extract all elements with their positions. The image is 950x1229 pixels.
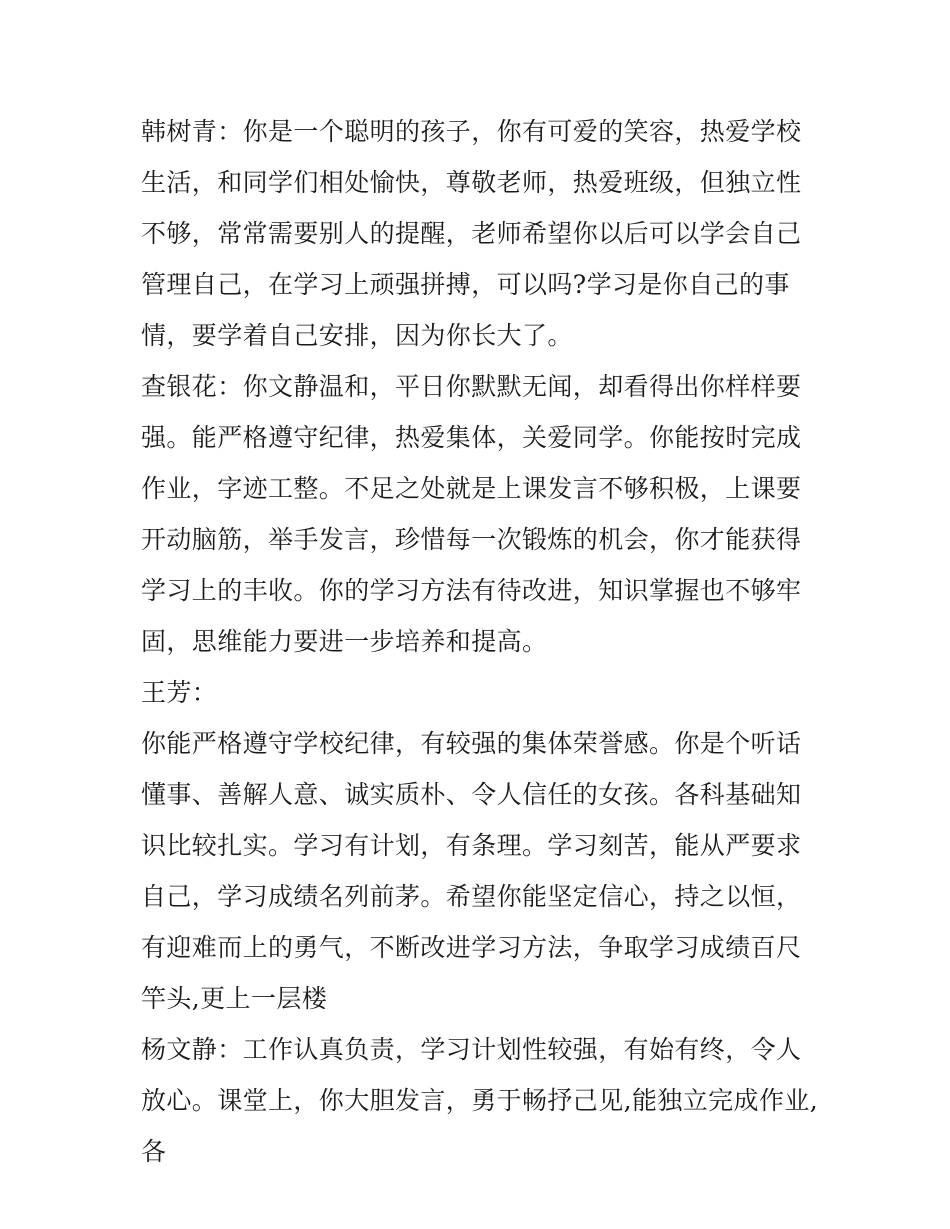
comment-wang-fang-heading: 王芳： [141, 678, 218, 707]
comment-han-shuqing: 韩树青：你是一个聪明的孩子，你有可爱的笑容，热爱学校生活，和同学们相处愉快，尊敬老师，热爱班级，但独立性不够，常常需要别人的提醒，老师希望你以后可以学会自己管理自己，在学习上顽强拼搏，可以吗?学习是你自己的事情，要学着自己安排，因为你长大了。 [141, 117, 802, 350]
document-page [141, 106, 821, 1177]
comment-wang-fang: 你能严格遵守学校纪律，有较强的集体荣誉感。你是个听话懂事、善解人意、诚实质朴、令人信任的女孩。各科基础知识比较扎实。学习有计划，有条理。学习刻苦，能从严要求自己，学习成绩名列前茅。希望你能坚定信心，持之以恒，有迎难而上的勇气，不断改进学习方法，争取学习成绩百尺竿头,更上一层楼 [141, 729, 802, 1013]
comment-zha-yinhua: 查银花：你文静温和，平日你默默无闻，却看得出你样样要强。能严格遵守纪律，热爱集体，关爱同学。你能按时完成作业，字迹工整。不足之处就是上课发言不够积极，上课要开动脑筋，举手发言，珍惜每一次锻炼的机会，你才能获得学习上的丰收。你的学习方法有待改进，知识掌握也不够牢固，思维能力要进一步培养和提高。 [141, 372, 802, 656]
comment-yang-wenjing: 杨文静：工作认真负责，学习计划性较强，有始有终，令人放心。课堂上，你大胆发言，勇于畅抒己见,能独立完成作业,各 [141, 1035, 819, 1166]
